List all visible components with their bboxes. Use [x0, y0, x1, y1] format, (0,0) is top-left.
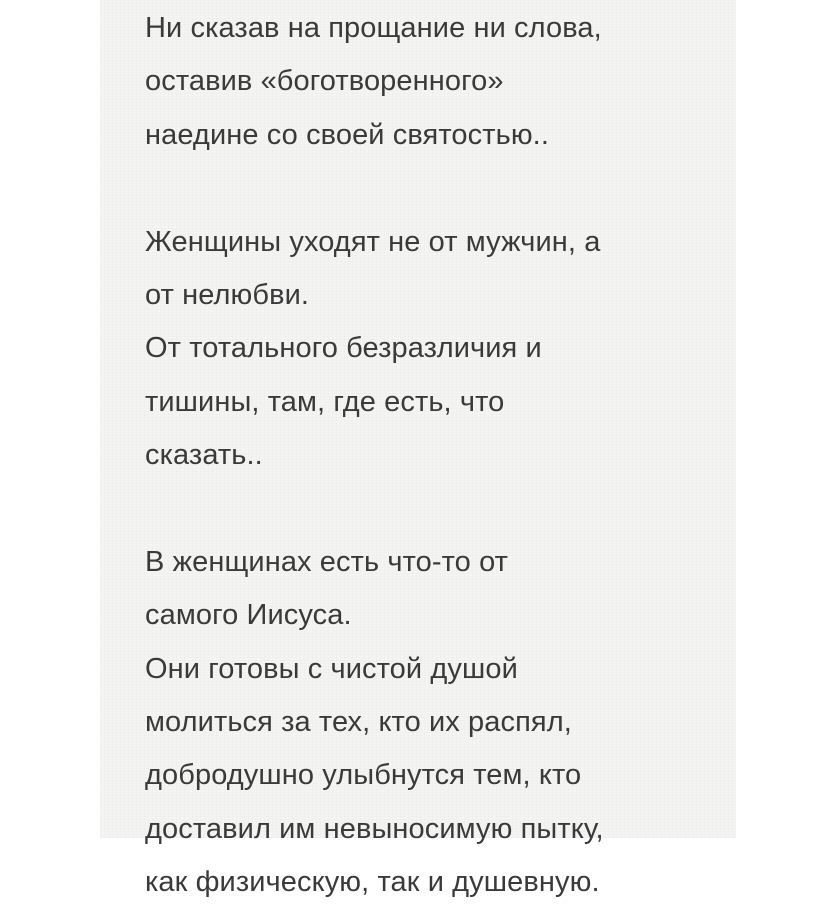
text-line: Женщины уходят не от мужчин, а	[145, 225, 601, 258]
stanza-break	[145, 483, 725, 536]
text-line: самого Иисуса.	[145, 599, 352, 632]
text-line: доставил им невыносимую пытку,	[145, 812, 604, 845]
text-line: В женщинах есть что-то от	[145, 545, 509, 578]
text-line: тишины, там, где есть, что	[145, 385, 505, 418]
text-line: Они готовы с чистой душой	[145, 652, 518, 685]
text-line: сказать..	[145, 439, 263, 472]
paper-page	[100, 0, 736, 899]
text-line: от нелюбви.	[145, 278, 310, 311]
text-line: Ни сказав на прощание ни слова,	[145, 12, 602, 44]
text-line: добродушно улыбнутся тем, кто	[145, 759, 582, 792]
text-line: От тотального безразличия и	[145, 332, 542, 365]
text-line: как физическую, так и душевную.	[145, 866, 600, 899]
text-line: молиться за тех, кто их распял,	[145, 706, 572, 739]
text-body	[145, 2, 725, 910]
stanza-break	[145, 162, 725, 215]
text-line: наедине со своей святостью..	[145, 118, 549, 151]
text-line: оставив «боготворенного»	[145, 65, 504, 98]
